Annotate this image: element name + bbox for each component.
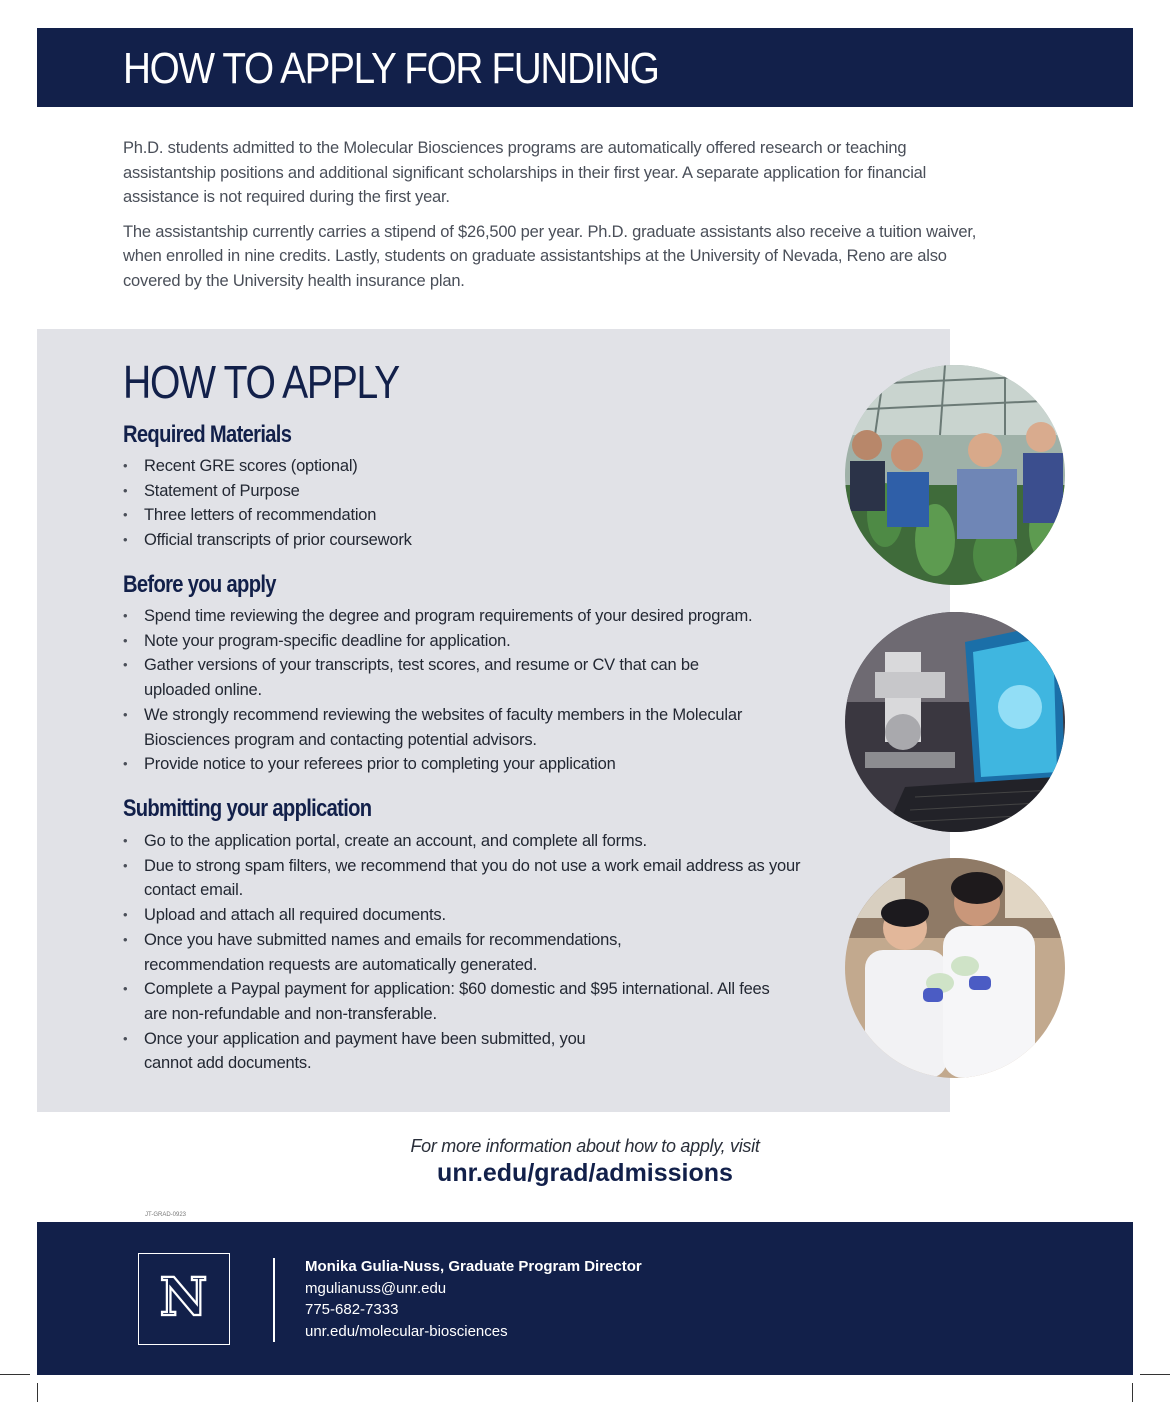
list-item: • Statement of Purpose — [123, 479, 853, 504]
list-item: • We strongly recommend reviewing the websites of faculty members in the Molecular Biosciences program and contacting potential advisors. — [123, 703, 744, 752]
list-item: • Recent GRE scores (optional) — [123, 454, 853, 479]
list-item: • Note your program-specific deadline for application. — [123, 629, 853, 654]
submitting-list — [123, 829, 853, 1076]
list-item: • Three letters of recommendation — [123, 503, 853, 528]
list-item: • Spend time reviewing the degree and program requirements of your desired program. — [123, 604, 853, 629]
admissions-link[interactable]: unr.edu/grad/admissions — [437, 1159, 733, 1187]
title-banner — [37, 28, 1133, 107]
contact-website[interactable]: unr.edu/molecular-biosciences — [305, 1322, 508, 1340]
list-item: • Due to strong spam filters, we recommend that you do not use a work email address as your contact email. — [123, 854, 824, 903]
before-you-apply-heading: Before you apply — [123, 571, 276, 598]
intro-paragraph: Ph.D. students admitted to the Molecular Biosciences programs are automatically offered research or teaching assistantship positions and additional significant scholarships in their first year. A separate application for financial assistance is not required during the first year. — [123, 139, 927, 206]
section-title: HOW TO APPLY — [123, 356, 399, 408]
submitting-heading: Submitting your application — [123, 795, 372, 822]
contact-footer — [37, 1222, 1133, 1375]
required-materials-heading: Required Materials — [123, 421, 292, 448]
list-item: • Provide notice to your referees prior to completing your application — [123, 752, 853, 777]
list-item: • Complete a Paypal payment for application: $60 domestic and $95 international. All fees are non-refundable and non-transferable. — [123, 977, 794, 1026]
greenhouse-photo — [845, 365, 1065, 585]
list-item: • Once your application and payment have been submitted, you cannot add documents. — [123, 1027, 634, 1076]
intro-section — [123, 136, 1003, 303]
lab-researchers-photo — [845, 858, 1065, 1078]
before-you-apply-list — [123, 604, 853, 777]
intro-paragraph: The assistantship currently carries a stipend of $26,500 per year. Ph.D. graduate assistants also receive a tuition waiver, when enrolled in nine credits. Lastly, students on graduate assistantships at the University of Nevada, Reno are also covered by the University health insurance plan. — [123, 222, 977, 290]
director-name: Monika Gulia-Nuss, Graduate Program Director — [305, 1258, 642, 1275]
contact-phone: 775-682-7333 — [305, 1301, 399, 1318]
document-code: JT-GRAD-0923 — [145, 1212, 187, 1218]
list-item: • Upload and attach all required documents. — [123, 903, 853, 928]
required-materials-list — [123, 454, 853, 553]
list-item: • Gather versions of your transcripts, test scores, and resume or CV that can be uploaded online. — [123, 653, 744, 702]
page-title: HOW TO APPLY FOR FUNDING — [123, 44, 659, 93]
how-to-apply-panel — [37, 329, 950, 1112]
crop-mark — [0, 1374, 30, 1375]
microscope-photo — [845, 612, 1065, 832]
logo-letter: N — [159, 1267, 208, 1328]
list-item: • Go to the application portal, create an account, and complete all forms. — [123, 829, 853, 854]
contact-email[interactable]: mgulianuss@unr.edu — [305, 1279, 447, 1297]
more-info-section — [0, 1136, 1170, 1188]
crop-mark — [1140, 1374, 1170, 1375]
footer-divider — [273, 1258, 275, 1342]
list-item: • Official transcripts of prior coursework — [123, 528, 853, 553]
crop-mark — [1132, 1383, 1133, 1402]
list-item: • Once you have submitted names and emails for recommendations, recommendation requests are automatically generated. — [123, 928, 704, 977]
more-info-text: For more information about how to apply, visit — [410, 1136, 760, 1156]
contact-block — [305, 1256, 642, 1342]
crop-mark — [37, 1383, 38, 1402]
university-logo — [138, 1253, 230, 1345]
